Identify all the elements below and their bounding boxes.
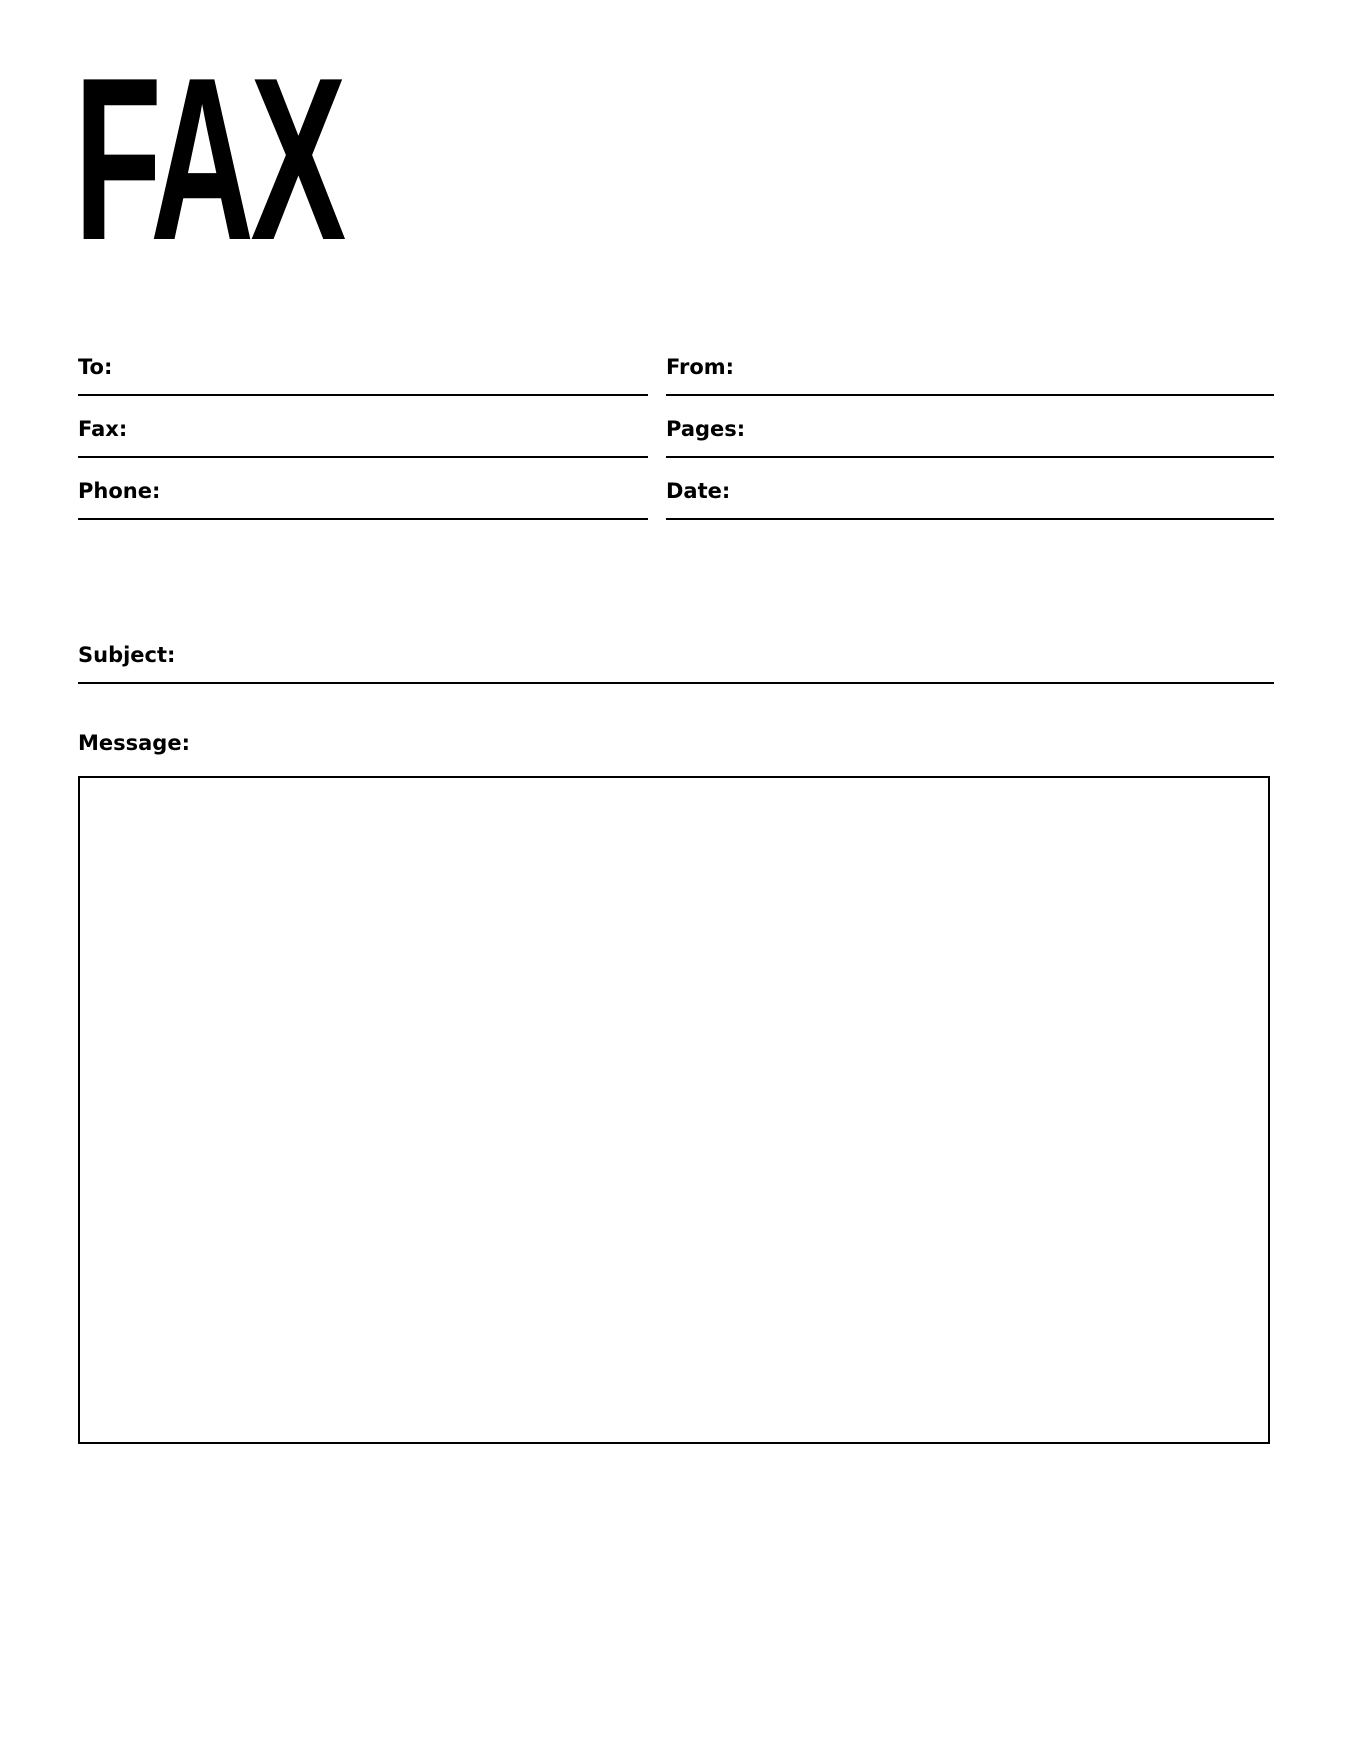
field-fax[interactable]: [78, 414, 648, 458]
field-phone-label: Phone:: [78, 479, 161, 503]
fax-header-fields: [78, 352, 1274, 538]
field-date-rule: [666, 518, 1274, 520]
field-fax-rule: [78, 456, 648, 458]
field-pages-rule: [666, 456, 1274, 458]
field-row: [78, 352, 1274, 414]
field-subject[interactable]: [78, 640, 1274, 684]
field-pages-label: Pages:: [666, 417, 746, 441]
field-date[interactable]: [666, 476, 1274, 520]
field-from[interactable]: [666, 352, 1274, 396]
field-subject-rule: [78, 682, 1274, 684]
field-fax-label: Fax:: [78, 417, 128, 441]
message-label: Message:: [78, 731, 190, 755]
message-textarea[interactable]: [78, 776, 1270, 1444]
field-from-rule: [666, 394, 1274, 396]
field-phone[interactable]: [78, 476, 648, 520]
page-title: FAX: [74, 30, 343, 289]
field-to[interactable]: [78, 352, 648, 396]
field-row: [78, 476, 1274, 538]
field-phone-rule: [78, 518, 648, 520]
field-subject-label: Subject:: [78, 643, 176, 667]
field-to-label: To:: [78, 355, 113, 379]
field-pages[interactable]: [666, 414, 1274, 458]
field-date-label: Date:: [666, 479, 731, 503]
field-row: [78, 414, 1274, 476]
field-from-label: From:: [666, 355, 735, 379]
field-to-rule: [78, 394, 648, 396]
